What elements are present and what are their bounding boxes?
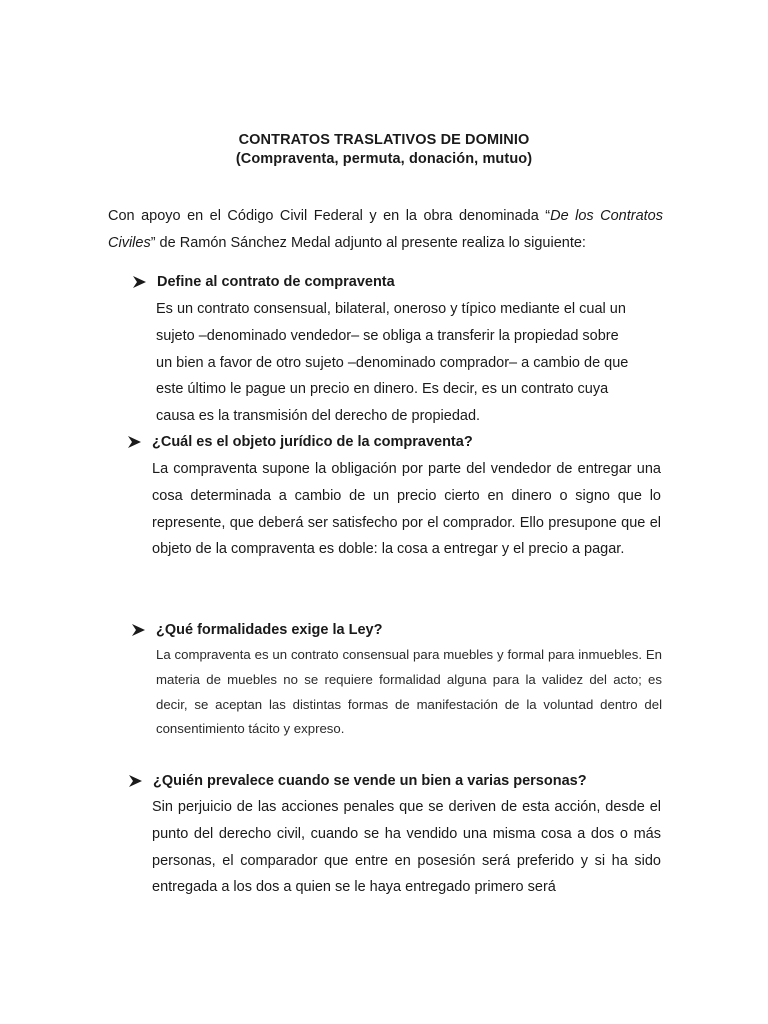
section-heading <box>133 272 395 292</box>
body-line: un bien a favor de otro sujeto –denominado comprador– a cambio de que <box>156 354 629 371</box>
arrow-bullet-icon <box>129 775 143 787</box>
section-body: Sin perjuicio de las acciones penales que se deriven de esta acción, desde el punto del derecho civil, cuando se ha vendido una misma cosa a dos o más personas, el comparador que entre en posesión será preferido y si ha sido entregada a los dos a quien se le haya entregado primero será <box>152 799 661 896</box>
section-heading-text: ¿Quién prevalece cuando se vende un bien a varias personas? <box>153 773 587 789</box>
section-heading <box>129 771 587 791</box>
body-line: causa es la transmisión del derecho de propiedad. <box>156 408 481 425</box>
section-heading <box>128 432 473 452</box>
section-heading <box>132 620 382 640</box>
body-line: Es un contrato consensual, bilateral, oneroso y típico mediante el cual un <box>156 301 626 317</box>
section-body: La compraventa supone la obligación por parte del vendedor de entregar una cosa determinada a cambio de un precio cierto en dinero o signo que lo represente, que deberá ser satisfecho por el comprador. Ello presupone que el objeto de la compraventa es doble: la cosa a entregar y el precio a pagar. <box>152 461 661 558</box>
section-heading-text: ¿Qué formalidades exige la Ley? <box>156 622 383 638</box>
arrow-bullet-icon <box>132 624 146 636</box>
body-line: sujeto –denominado vendedor– se obliga a transferir la propiedad sobre <box>156 327 619 344</box>
section-body: La compraventa es un contrato consensual para muebles y formal para inmuebles. En materia de muebles no se requiere formalidad alguna para la validez del acto; es decir, se aceptan las distintas formas de manifestación de la voluntad dentro del consentimiento tácito y expreso. <box>156 647 662 737</box>
section-heading-text: ¿Cuál es el objeto jurídico de la compraventa? <box>152 434 473 450</box>
section-body <box>156 296 656 430</box>
arrow-bullet-icon <box>133 276 147 288</box>
body-line: este último le pague un precio en dinero. Es decir, es un contrato cuya <box>156 381 609 398</box>
intro-paragraph <box>108 203 663 257</box>
arrow-bullet-icon <box>128 436 142 448</box>
document-title: CONTRATOS TRASLATIVOS DE DOMINIO <box>238 132 530 148</box>
document-subtitle: (Compraventa, permuta, donación, mutuo) <box>235 151 533 167</box>
intro-text-2: ” de Ramón Sánchez Medal adjunto al presente realiza lo siguiente: <box>150 235 586 251</box>
section-heading-text: Define al contrato de compraventa <box>157 274 395 290</box>
intro-book-title: De los Contratos Civiles <box>108 208 663 251</box>
intro-text-1: Con apoyo en el Código Civil Federal y en la obra denominada “ <box>108 208 551 224</box>
